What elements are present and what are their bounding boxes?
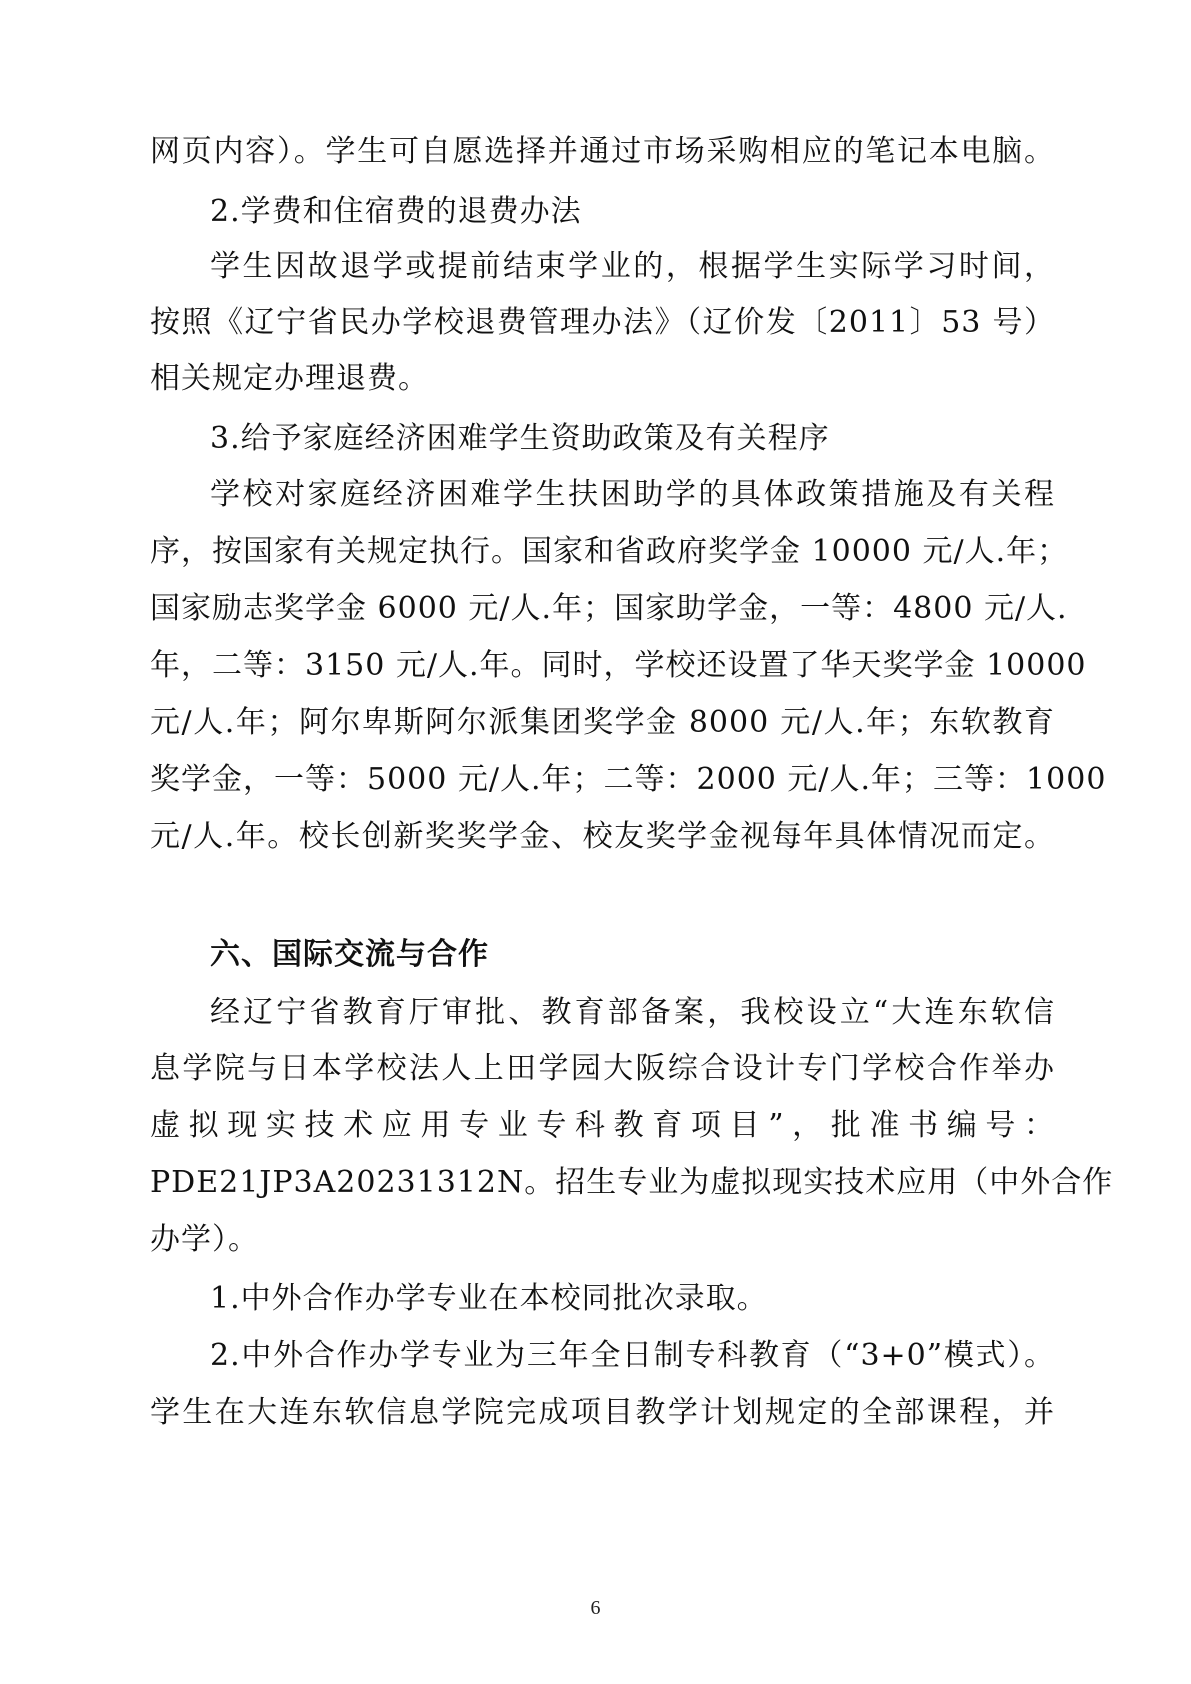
paragraph-line: 元/人.年。校长创新奖奖学金、校友奖学金视每年具体情况而定。 <box>150 819 1055 854</box>
paragraph-line: 办学）。 <box>150 1222 259 1257</box>
paragraph-line: 经辽宁省教育厅审批、教育部备案，我校设立“大连东软信 <box>210 995 1055 1030</box>
paragraph-line: 元/人.年；阿尔卑斯阿尔派集团奖学金 8000 元/人.年；东软教育 <box>150 705 1055 740</box>
section-heading: 六、国际交流与合作 <box>210 937 489 972</box>
paragraph-line: 虚拟现实技术应用专业专科教育项目”，批准书编号： <box>150 1108 1055 1143</box>
paragraph-line: 国家励志奖学金 6000 元/人.年；国家助学金，一等：4800 元/人. <box>150 591 1068 626</box>
paragraph-line: 学生因故退学或提前结束学业的，根据学生实际学习时间， <box>210 249 1055 284</box>
list-item: 2.中外合作办学专业为三年全日制专科教育（“3+0”模式）。 <box>210 1338 1055 1373</box>
paragraph-line: 网页内容）。学生可自愿选择并通过市场采购相应的笔记本电脑。 <box>150 134 1055 169</box>
paragraph-line: 学生在大连东软信息学院完成项目教学计划规定的全部课程，并 <box>150 1395 1055 1430</box>
list-item-heading: 2.学费和住宿费的退费办法 <box>210 194 582 229</box>
paragraph-line: PDE21JP3A20231312N。招生专业为虚拟现实技术应用（中外合作 <box>150 1165 1114 1200</box>
paragraph-line: 年，二等：3150 元/人.年。同时，学校还设置了华天奖学金 10000 <box>150 648 1087 683</box>
list-item: 1.中外合作办学专业在本校同批次录取。 <box>210 1281 768 1316</box>
paragraph-line: 息学院与日本学校法人上田学园大阪综合设计专门学校合作举办 <box>150 1051 1055 1086</box>
paragraph-line: 相关规定办理退费。 <box>150 361 429 396</box>
list-item-heading: 3.给予家庭经济困难学生资助政策及有关程序 <box>210 421 830 456</box>
page-number: 6 <box>590 1597 601 1619</box>
paragraph-line: 奖学金，一等：5000 元/人.年；二等：2000 元/人.年；三等：1000 <box>150 762 1107 797</box>
paragraph-line: 按照《辽宁省民办学校退费管理办法》（辽价发〔2011〕53 号） <box>150 305 1055 340</box>
paragraph-line: 序，按国家有关规定执行。国家和省政府奖学金 10000 元/人.年； <box>150 534 1069 569</box>
paragraph-line: 学校对家庭经济困难学生扶困助学的具体政策措施及有关程 <box>210 477 1055 512</box>
